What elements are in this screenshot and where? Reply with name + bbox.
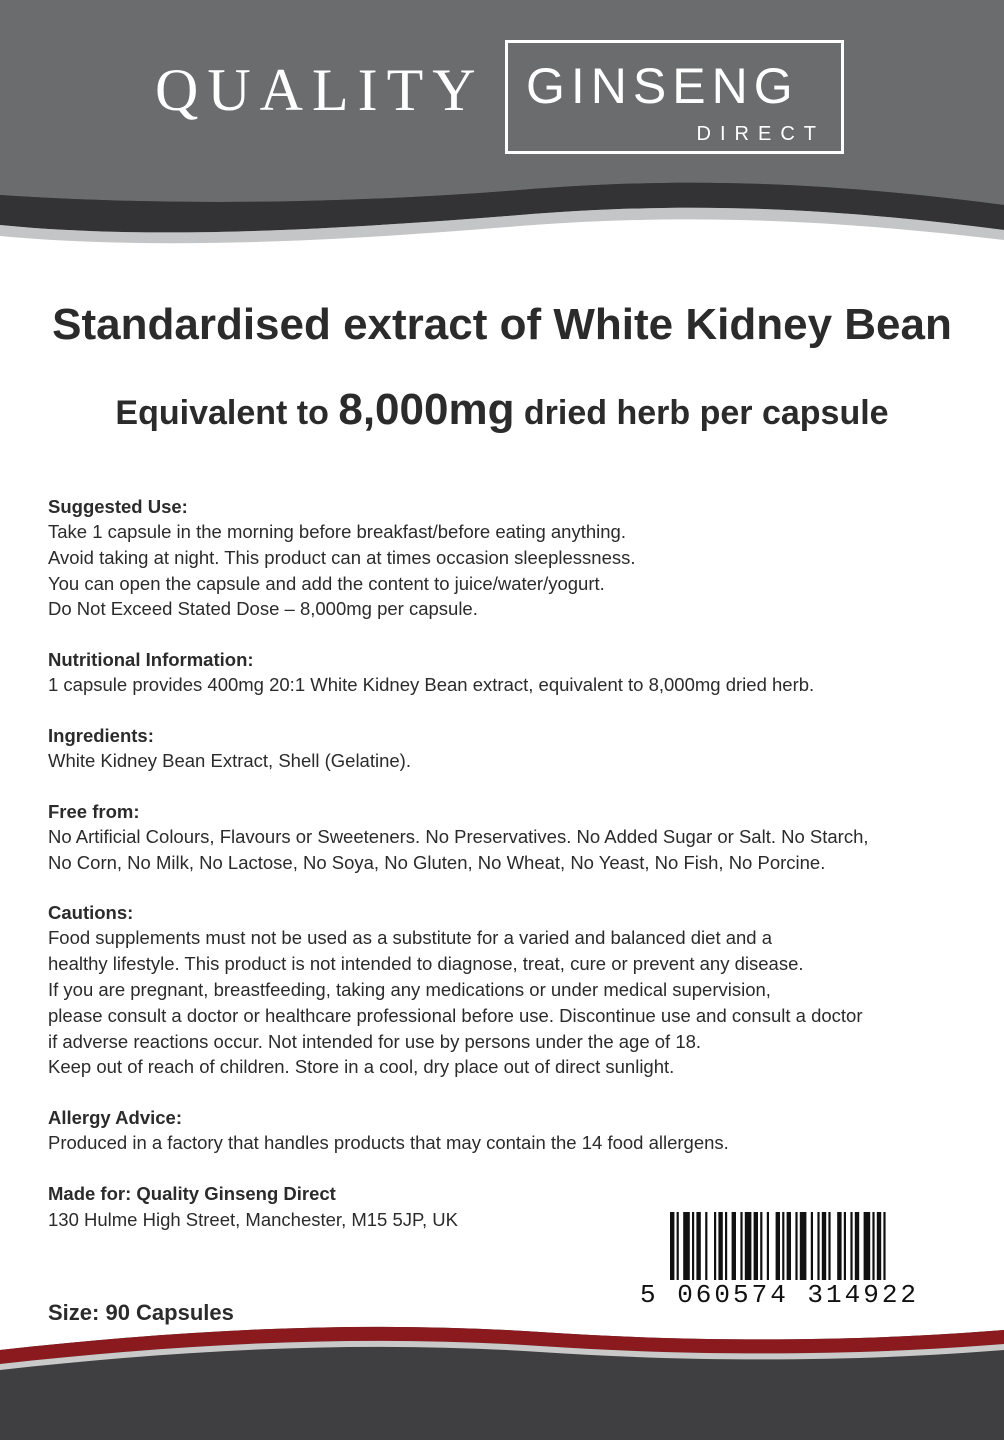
logo-ginseng-text: GINSENG — [526, 58, 799, 114]
barcode-bar — [864, 1212, 871, 1284]
barcode-bar — [782, 1212, 784, 1284]
product-title: Standardised extract of White Kidney Bean — [52, 300, 952, 349]
section-line: If you are pregnant, breastfeeding, taking any medications or under medical supervision, — [48, 978, 771, 1000]
made-for-label: Made for: Quality Ginseng Direct — [48, 1182, 336, 1204]
barcode-bar — [828, 1212, 830, 1284]
barcode-bar — [732, 1212, 736, 1284]
section-heading: Free from: — [48, 800, 140, 822]
barcode-bar — [683, 1212, 690, 1284]
made-for-address: 130 Hulme High Street, Manchester, M15 5JP, UK — [48, 1208, 458, 1230]
label-content — [48, 494, 968, 1258]
section-free-from — [48, 799, 968, 876]
barcode-number-text: 5 060574 314922 — [640, 1280, 920, 1310]
logo-quality-text: QUALITY — [155, 57, 485, 123]
barcode-bar — [767, 1212, 769, 1284]
section-line: Food supplements must not be used as a substitute for a varied and balanced diet and a — [48, 927, 773, 949]
barcode — [640, 1212, 958, 1310]
barcode-bar — [718, 1212, 722, 1284]
barcode-bar — [837, 1212, 841, 1284]
section-cautions — [48, 900, 968, 1080]
brand-logo — [155, 40, 855, 160]
subtitle-suffix: dried herb per capsule — [514, 394, 889, 432]
section-line: No Artificial Colours, Flavours or Sweeteners. No Preservatives. No Added Sugar or Salt. No Starch, — [48, 825, 869, 847]
barcode-number — [640, 1280, 958, 1310]
barcode-bar — [705, 1212, 707, 1284]
product-subtitle — [0, 385, 1004, 435]
logo-direct-text: DIRECT — [696, 123, 825, 145]
barcode-bar — [696, 1212, 700, 1284]
barcode-bar — [795, 1212, 797, 1284]
barcode-bar — [872, 1212, 874, 1284]
section-line: Do Not Exceed Stated Dose – 8,000mg per capsule. — [48, 598, 478, 620]
section-heading: Cautions: — [48, 902, 134, 924]
section-heading: Suggested Use: — [48, 496, 188, 517]
barcode-bar — [776, 1212, 780, 1284]
barcode-bar — [787, 1212, 791, 1284]
subtitle-amount: 8,000mg — [338, 385, 515, 434]
barcode-bar — [800, 1212, 807, 1284]
section-line: Avoid taking at night. This product can at times occasion sleeplessness. — [48, 546, 636, 568]
barcode-bar — [714, 1212, 716, 1284]
pack-size: Size: 90 Capsules — [48, 1300, 234, 1325]
barcode-bar — [811, 1212, 813, 1284]
section-allergy-advice — [48, 1105, 968, 1156]
footer-background — [0, 1310, 1004, 1440]
section-line: 1 capsule provides 400mg 20:1 White Kidney Bean extract, equivalent to 8,000mg dried herb. — [48, 674, 815, 696]
section-line: Take 1 capsule in the morning before breakfast/before eating anything. — [48, 521, 626, 542]
barcode-bar — [760, 1212, 762, 1284]
section-line: No Corn, No Milk, No Lactose, No Soya, No Gluten, No Wheat, No Yeast, No Fish, No Porcine. — [48, 851, 826, 873]
barcode-bar — [850, 1212, 852, 1284]
section-line: please consult a doctor or healthcare professional before use. Discontinue use and consult a doctor — [48, 1004, 863, 1026]
section-suggested-use — [48, 494, 968, 622]
section-heading: Allergy Advice: — [48, 1107, 182, 1129]
barcode-bar — [844, 1212, 846, 1284]
section-line: White Kidney Bean Extract, Shell (Gelatine). — [48, 749, 411, 771]
barcode-bar — [817, 1212, 819, 1284]
section-ingredients — [48, 723, 968, 774]
barcode-bar — [725, 1212, 727, 1284]
section-heading: Nutritional Information: — [48, 649, 254, 671]
barcode-bar — [855, 1212, 859, 1284]
barcode-bar — [745, 1212, 752, 1284]
barcode-bar — [754, 1212, 758, 1284]
section-line: Produced in a factory that handles products that may contain the 14 food allergens. — [48, 1132, 729, 1154]
section-nutritional-information — [48, 647, 968, 698]
barcode-bar — [877, 1212, 881, 1284]
logo-ginseng-box — [505, 40, 844, 154]
section-heading: Ingredients: — [48, 724, 154, 746]
subtitle-prefix: Equivalent to — [115, 394, 339, 432]
section-line: Keep out of reach of children. Store in a cool, dry place out of direct sunlight. — [48, 1056, 675, 1078]
section-line: healthy lifestyle. This product is not intended to diagnose, treat, cure or prevent any disease. — [48, 953, 804, 975]
barcode-bar — [740, 1212, 742, 1284]
section-line: You can open the capsule and add the content to juice/water/yogurt. — [48, 572, 605, 594]
barcode-bar — [692, 1212, 694, 1284]
section-line: if adverse reactions occur. Not intended for use by persons under the age of 18. — [48, 1030, 702, 1052]
barcode-bar — [822, 1212, 826, 1284]
